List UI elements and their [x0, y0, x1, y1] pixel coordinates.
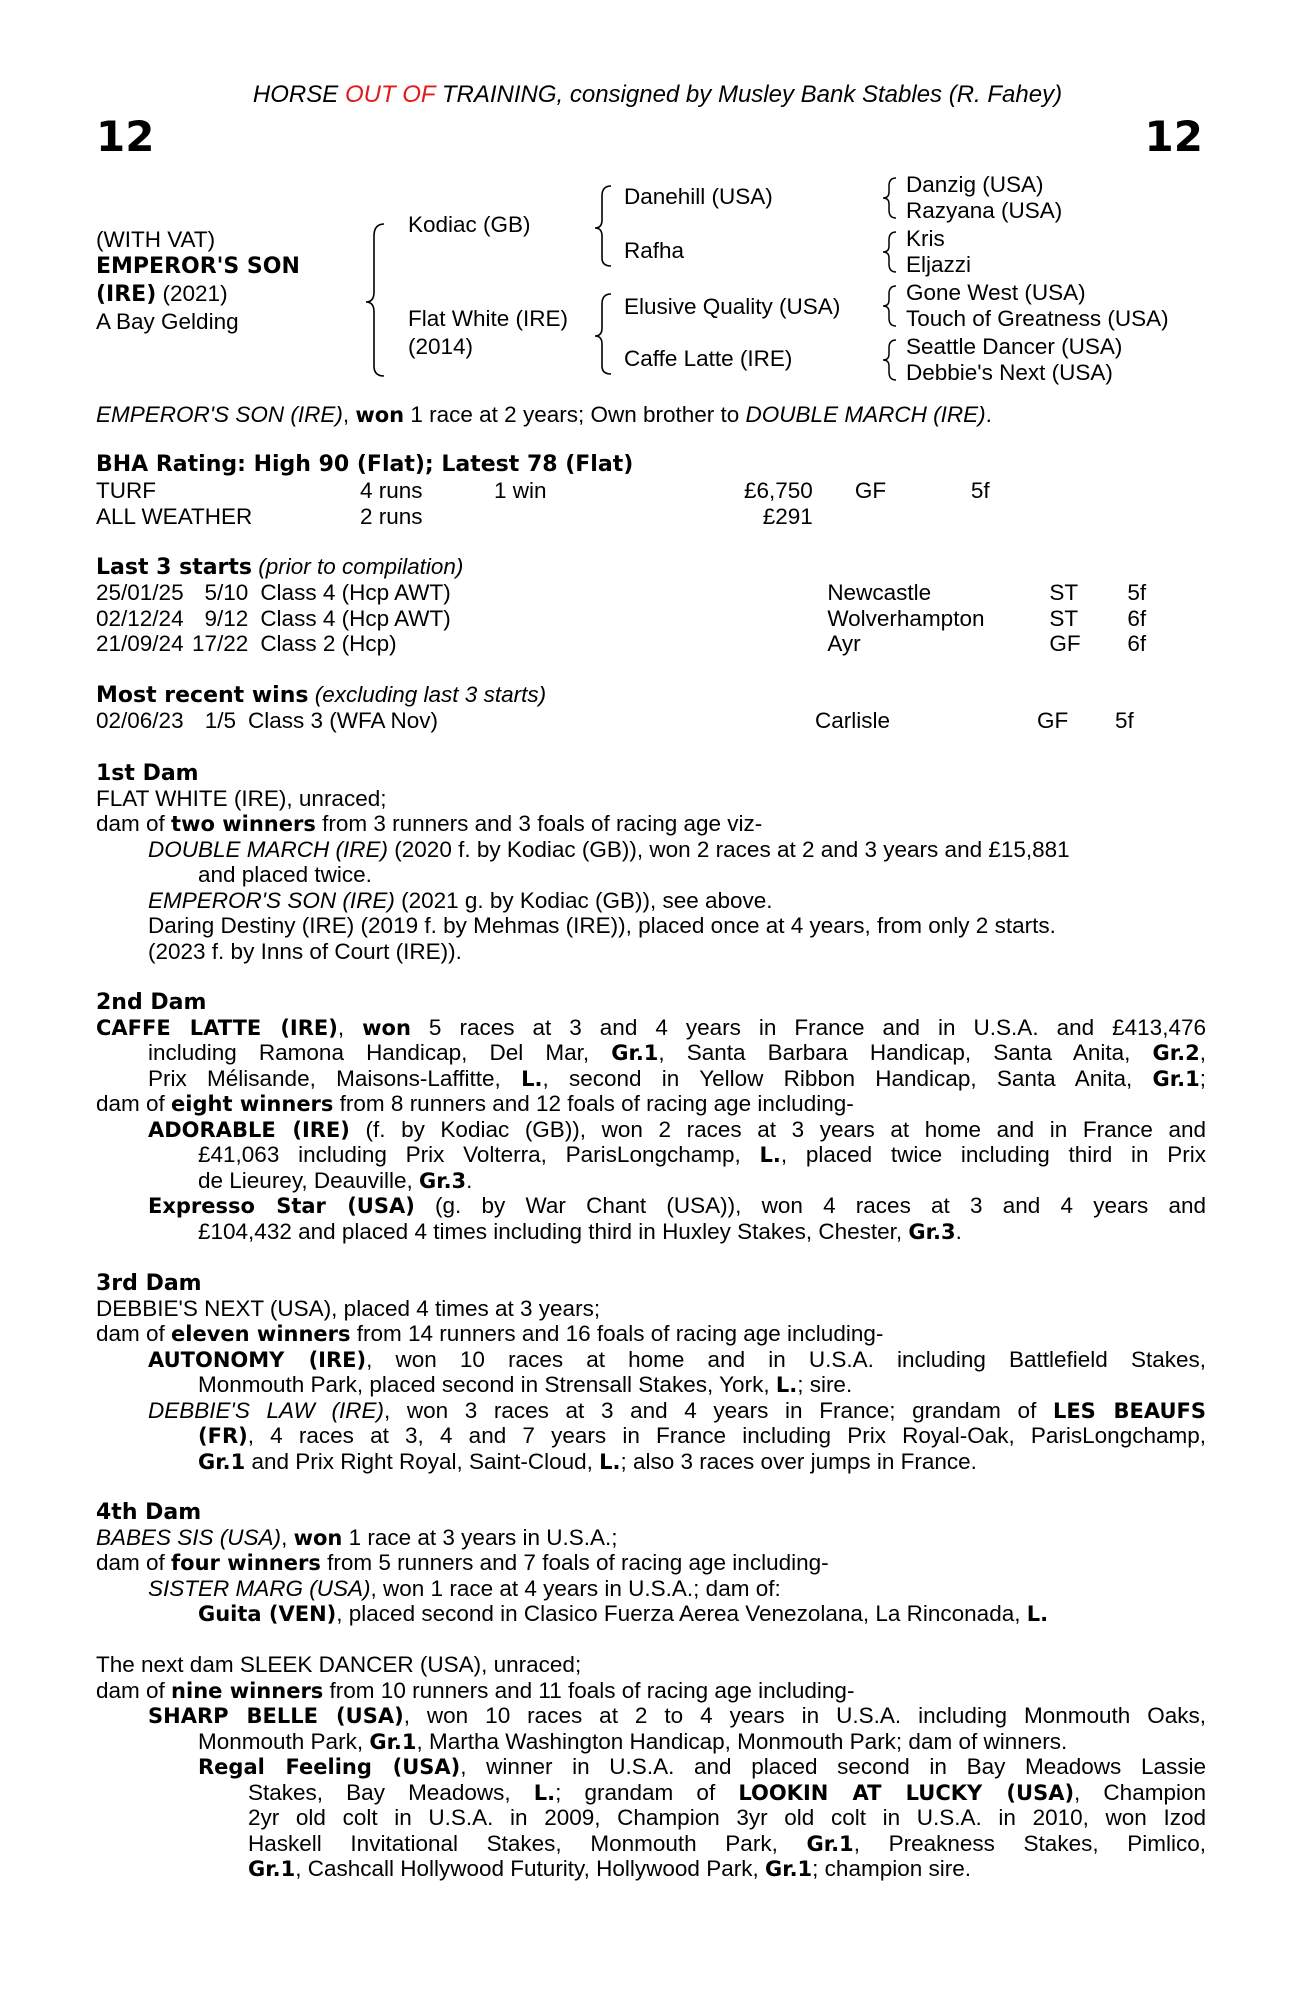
winners-count: nine winners — [171, 1678, 324, 1703]
entry-name: Guita (VEN) — [198, 1602, 337, 1626]
grade: Gr.1 — [369, 1729, 417, 1754]
header-text-pre: HORSE — [252, 81, 345, 108]
rating-dist — [971, 504, 990, 530]
t: , won 1 race at 4 years in U.S.A.; dam of: — [370, 1575, 781, 1601]
grade: Gr.2 — [1152, 1041, 1200, 1065]
entry-name: Regal Feeling (USA) — [198, 1755, 461, 1779]
pedigree-sds: Kris — [906, 226, 945, 251]
won: won — [293, 1525, 343, 1550]
t: . — [466, 1167, 473, 1193]
start-date: 02/12/24 — [96, 605, 184, 631]
start-row — [96, 631, 1146, 657]
t: , Cashcall Hollywood Futurity, Hollywood Park, — [295, 1856, 765, 1881]
start-course: Ayr — [827, 631, 861, 656]
third-dam-section — [96, 1270, 1206, 1474]
grade: Gr.1 — [198, 1449, 246, 1474]
t: , Martha Washington Handicap, Monmouth Park; dam of winners. — [416, 1728, 1068, 1754]
next-dam-entry-cont — [96, 1780, 1206, 1806]
brace-sire — [595, 186, 611, 266]
t: , — [1199, 1040, 1207, 1065]
horse-name: EMPEROR'S SON — [96, 254, 300, 279]
t: . — [955, 1218, 962, 1244]
t: Monmouth Park, placed second in Strensall Stakes, York, — [198, 1372, 776, 1397]
grade: Gr.1 — [764, 1857, 813, 1881]
lot-number-left: 12 — [96, 112, 155, 161]
entry-name: ADORABLE (IRE) — [148, 1117, 350, 1142]
t: £41,063 including Prix Volterra, ParisLongchamp, — [198, 1142, 760, 1167]
t: dam of — [96, 1677, 172, 1703]
t: from 3 runners and 3 foals of racing age viz- — [315, 811, 763, 836]
entry-name: Expresso Star (USA) — [148, 1194, 415, 1218]
rating-title: BHA Rating: High 90 (Flat); Latest 78 (Flat) — [96, 452, 634, 477]
rating-going: GF — [854, 478, 887, 503]
win-pos: 1/5 — [204, 708, 236, 733]
header-text-post: TRAINING, consigned by Musley Bank Stables (R. Fahey) — [435, 81, 1063, 108]
recent-wins-table — [96, 708, 1134, 734]
win-dist: 5f — [1115, 708, 1134, 733]
grade: L. — [1026, 1602, 1049, 1626]
horse-summary — [96, 402, 992, 429]
last-starts-heading: Last 3 starts — [96, 555, 253, 580]
t: Haskell Invitational Stakes, Monmouth Park, — [248, 1830, 807, 1856]
next-dam-line: The next dam SLEEK DANCER (USA), unraced; — [96, 1652, 582, 1677]
fourth-dam-produce-line — [96, 1550, 1206, 1576]
pedigree-dss: Gone West (USA) — [906, 280, 1086, 305]
brace-ss — [883, 178, 896, 218]
rating-row-turf — [96, 478, 990, 504]
third-dam-line: DEBBIE'S NEXT (USA), placed 4 times at 3 years; — [96, 1295, 601, 1321]
second-dam-entry-cont — [96, 1219, 1206, 1245]
fourth-dam-line — [96, 1525, 1206, 1551]
entry-name: AUTONOMY (IRE) — [148, 1347, 367, 1372]
t: including Ramona Handicap, Del Mar, — [148, 1040, 612, 1065]
t: 5 races at 3 and 4 years in France and in U.S.A. and £413,476 — [410, 1014, 1206, 1040]
t: , won 10 races at 2 to 4 years in U.S.A. including Monmouth Oaks, — [403, 1703, 1206, 1728]
entry-name: DOUBLE MARCH (IRE) — [148, 836, 389, 862]
t: , placed twice including third in Prix — [780, 1142, 1206, 1167]
rating-dist: 5f — [970, 478, 990, 503]
third-dam-title: 3rd Dam — [96, 1271, 202, 1296]
t: from 8 runners and 12 foals of racing age including- — [333, 1091, 854, 1116]
brace-ds — [883, 286, 896, 326]
t: , — [281, 1524, 294, 1550]
grade: L. — [599, 1449, 621, 1474]
second-dam-entry — [96, 1117, 1206, 1143]
rating-prize: £291 — [762, 503, 813, 529]
fourth-dam-entry-cont — [96, 1601, 1206, 1627]
pedigree-sire-dam: Rafha — [624, 238, 685, 263]
fourth-dam-title: 4th Dam — [96, 1500, 202, 1525]
grade: Gr.1 — [1152, 1066, 1200, 1091]
grade: Gr.3 — [908, 1219, 956, 1244]
second-dam-line — [96, 1015, 1206, 1041]
t: ; — [1199, 1065, 1206, 1091]
start-row — [96, 606, 1146, 632]
start-row — [96, 580, 1146, 606]
brace-main — [366, 224, 384, 376]
t: ; grandam of — [555, 1779, 739, 1805]
start-pos: 9/12 — [204, 605, 249, 631]
t: , won 10 races at home and in U.S.A. including Battlefield Stakes, — [366, 1346, 1206, 1372]
header-text-red: OUT OF — [344, 81, 436, 108]
next-dam-entry — [96, 1754, 1206, 1780]
start-dist: 6f — [1127, 605, 1147, 631]
second-dam-section — [96, 989, 1206, 1244]
next-dam-entry — [96, 1703, 1206, 1729]
grade: L. — [759, 1143, 781, 1167]
third-dam-produce-line — [96, 1321, 1206, 1347]
next-dam-entry-cont: 2yr old colt in U.S.A. in 2009, Champion 3yr old colt in U.S.A. in 2010, won Izod — [248, 1805, 1206, 1830]
summary-end: . — [985, 402, 992, 427]
start-course: Newcastle — [827, 580, 932, 605]
t: from 5 runners and 7 foals of racing age including- — [320, 1550, 829, 1575]
last-starts-table — [96, 580, 1146, 657]
second-dam-produce-line — [96, 1091, 1206, 1117]
summary-comma: , — [342, 402, 356, 427]
t: , placed second in Clasico Fuerza Aerea Venezolana, La Rinconada, — [336, 1601, 1027, 1626]
horse-country: (IRE) — [96, 282, 157, 307]
first-dam-line: FLAT WHITE (IRE), unraced; — [96, 785, 387, 811]
start-pos: 17/22 — [192, 631, 249, 656]
won: won — [362, 1015, 411, 1040]
rating-going — [813, 504, 971, 530]
t: , Santa Barbara Handicap, Santa Anita, — [658, 1040, 1153, 1065]
second-dam-entry — [96, 1193, 1206, 1219]
third-dam-entry-cont — [96, 1372, 1206, 1398]
t: , second in Yellow Ribbon Handicap, Santa Anita, — [542, 1065, 1153, 1091]
t: 1 race at 3 years in U.S.A.; — [342, 1524, 618, 1550]
t: , Champion — [1074, 1779, 1206, 1805]
start-race: Class 4 (Hcp AWT) — [260, 605, 451, 631]
grade: L. — [775, 1373, 798, 1397]
t: Prix Mélisande, Maisons-Laffitte, — [148, 1065, 522, 1091]
start-race: Class 2 (Hcp) — [260, 631, 397, 656]
pedigree-sdd: Eljazzi — [906, 252, 972, 277]
last-starts-note: (prior to compilation) — [252, 554, 464, 579]
grade: Gr.1 — [611, 1041, 659, 1065]
grade: Gr.3 — [418, 1168, 467, 1193]
third-dam-entry-cont — [96, 1449, 1206, 1475]
start-course: Wolverhampton — [827, 605, 985, 631]
summary-brother: DOUBLE MARCH (IRE) — [745, 402, 986, 427]
rating-wins: 1 win — [494, 478, 547, 503]
start-pos: 5/10 — [204, 580, 249, 605]
winners-count: four winners — [171, 1551, 321, 1575]
pedigree-ssd: Razyana (USA) — [906, 198, 1063, 223]
pedigree-dam: Flat White (IRE) — [408, 306, 569, 331]
winners-count: two winners — [171, 812, 316, 836]
t: , won 3 races at 3 and 4 years in France; grandam of — [383, 1397, 1053, 1423]
pedigree-dsd: Touch of Greatness (USA) — [906, 306, 1169, 331]
recent-wins-title — [96, 682, 546, 709]
start-going: ST — [1049, 605, 1079, 631]
t: ; sire. — [797, 1372, 853, 1397]
entry-name: LOOKIN AT LUCKY (USA) — [738, 1780, 1075, 1805]
pedigree-sire-sire: Danehill (USA) — [624, 184, 773, 209]
second-dam-title: 2nd Dam — [96, 990, 207, 1015]
t: Monmouth Park, — [198, 1728, 370, 1754]
third-dam-entry — [96, 1398, 1206, 1424]
t: , Preakness Stakes, Pimlico, — [853, 1830, 1207, 1856]
brace-dam — [595, 294, 611, 374]
rating-table — [96, 478, 990, 529]
winners-count: eight winners — [171, 1092, 334, 1116]
winners-count: eleven winners — [171, 1322, 351, 1346]
start-date: 21/09/24 — [96, 631, 184, 656]
next-dam-entry-cont — [96, 1831, 1206, 1857]
entry-name: SHARP BELLE (USA) — [148, 1704, 404, 1728]
t: (f. by Kodiac (GB)), won 2 races at 3 years at home and in France and — [349, 1116, 1206, 1142]
summary-rest: 1 race at 2 years; Own brother to — [404, 402, 746, 427]
entry-name: DEBBIE'S LAW (IRE) — [148, 1397, 384, 1423]
start-race: Class 4 (Hcp AWT) — [260, 580, 451, 605]
next-dam-entry-cont — [96, 1856, 1206, 1882]
rating-runs: 2 runs — [360, 503, 423, 529]
t: dam of — [96, 1091, 172, 1116]
next-dam-entry-cont — [96, 1729, 1206, 1755]
first-dam-entry — [96, 888, 1206, 914]
summary-won: won — [355, 403, 405, 427]
second-dam-line — [96, 1040, 1206, 1066]
brace-dd — [883, 340, 896, 380]
third-dam-entry-cont — [96, 1423, 1206, 1449]
rating-runs: 4 runs — [360, 478, 423, 503]
grade: Gr.1 — [248, 1857, 296, 1881]
grade: Gr.1 — [806, 1831, 854, 1856]
next-dam-produce-line — [96, 1678, 1206, 1704]
t: Stakes, Bay Meadows, — [248, 1779, 534, 1805]
rating-row-aw — [96, 504, 990, 530]
first-dam-entry — [96, 837, 1206, 863]
win-course: Carlisle — [815, 708, 891, 733]
t: dam of — [96, 811, 172, 836]
t: and Prix Right Royal, Saint-Cloud, — [245, 1448, 600, 1474]
pedigree-sss: Danzig (USA) — [906, 172, 1044, 197]
t: ; also 3 races over jumps in France. — [620, 1448, 977, 1474]
t: from 10 runners and 11 foals of racing age including- — [323, 1677, 855, 1703]
next-dam-section — [96, 1652, 1206, 1882]
t: (g. by War Chant (USA)), won 4 races at 3 and 4 years and — [414, 1193, 1207, 1218]
horse-description: A Bay Gelding — [96, 309, 239, 334]
first-dam-section — [96, 760, 1206, 964]
first-dam-entry: (2023 f. by Inns of Court (IRE)). — [148, 938, 462, 964]
t: , — [337, 1014, 363, 1040]
entry-name: SISTER MARG (USA) — [148, 1575, 371, 1601]
grade: L. — [521, 1066, 543, 1091]
pedigree-dds: Seattle Dancer (USA) — [906, 334, 1123, 359]
last-starts-title — [96, 554, 463, 581]
rating-surface: TURF — [96, 478, 156, 503]
lot-number-right: 12 — [1144, 112, 1203, 161]
first-dam-produce-line — [96, 811, 1206, 837]
t: ; champion sire. — [812, 1856, 971, 1881]
third-dam-entry — [96, 1347, 1206, 1373]
entry-name: LES BEAUFS — [1052, 1398, 1206, 1423]
dam-name: CAFFE LATTE (IRE) — [96, 1015, 338, 1040]
first-dam-entry: Daring Destiny (IRE) (2019 f. by Mehmas (IRE)), placed once at 4 years, from only 2 starts. — [148, 913, 1056, 938]
entry-name: EMPEROR'S SON (IRE) — [148, 887, 395, 913]
t: £104,432 and placed 4 times including third in Huxley Stakes, Chester, — [198, 1218, 909, 1244]
grade: L. — [533, 1780, 556, 1805]
entry-name: (FR) — [198, 1424, 248, 1448]
pedigree-dam-dam: Caffe Latte (IRE) — [624, 346, 793, 371]
pedigree-ddd: Debbie's Next (USA) — [906, 360, 1113, 385]
start-date: 25/01/25 — [96, 580, 184, 605]
start-dist: 5f — [1127, 580, 1147, 605]
second-dam-entry-cont — [96, 1142, 1206, 1168]
second-dam-line — [96, 1066, 1206, 1092]
vat-label: (WITH VAT) — [96, 227, 216, 252]
rating-surface: ALL WEATHER — [96, 503, 253, 529]
dam-name: BABES SIS (USA) — [96, 1524, 282, 1550]
t: from 14 runners and 16 foals of racing age including- — [350, 1321, 884, 1346]
fourth-dam-section — [96, 1499, 1206, 1627]
recent-wins-note: (excluding last 3 starts) — [308, 682, 547, 707]
t: , 4 races at 3, 4 and 7 years in France including Prix Royal-Oak, ParisLongchamp, — [247, 1423, 1206, 1448]
t: dam of — [96, 1550, 172, 1575]
first-dam-title: 1st Dam — [96, 761, 199, 786]
t: (2020 f. by Kodiac (GB)), won 2 races at 2 and 3 years and £15,881 — [388, 836, 1070, 862]
start-going: GF — [1049, 631, 1081, 656]
win-row — [96, 708, 1134, 734]
start-dist: 6f — [1127, 631, 1147, 656]
t: , winner in U.S.A. and placed second in Bay Meadows Lassie — [460, 1754, 1207, 1779]
summary-name: EMPEROR'S SON (IRE) — [96, 402, 343, 427]
start-going: ST — [1049, 580, 1079, 605]
win-date: 02/06/23 — [96, 708, 184, 733]
win-going: GF — [1037, 708, 1069, 733]
pedigree-dam-sire: Elusive Quality (USA) — [624, 294, 841, 319]
horse-year: (2021) — [156, 281, 228, 306]
pedigree-sire: Kodiac (GB) — [408, 212, 531, 237]
brace-sd — [883, 232, 896, 272]
first-dam-entry-cont: and placed twice. — [198, 862, 372, 887]
recent-wins-heading: Most recent wins — [96, 683, 309, 708]
second-dam-entry-cont — [96, 1168, 1206, 1194]
win-race: Class 3 (WFA Nov) — [248, 708, 439, 733]
t: dam of — [96, 1321, 172, 1346]
rating-wins — [494, 504, 744, 530]
t: de Lieurey, Deauville, — [198, 1167, 419, 1193]
pedigree-dam-year: (2014) — [408, 334, 474, 359]
t: (2021 g. by Kodiac (GB)), see above. — [394, 887, 773, 913]
fourth-dam-entry — [96, 1576, 1206, 1602]
rating-prize: £6,750 — [744, 478, 813, 503]
